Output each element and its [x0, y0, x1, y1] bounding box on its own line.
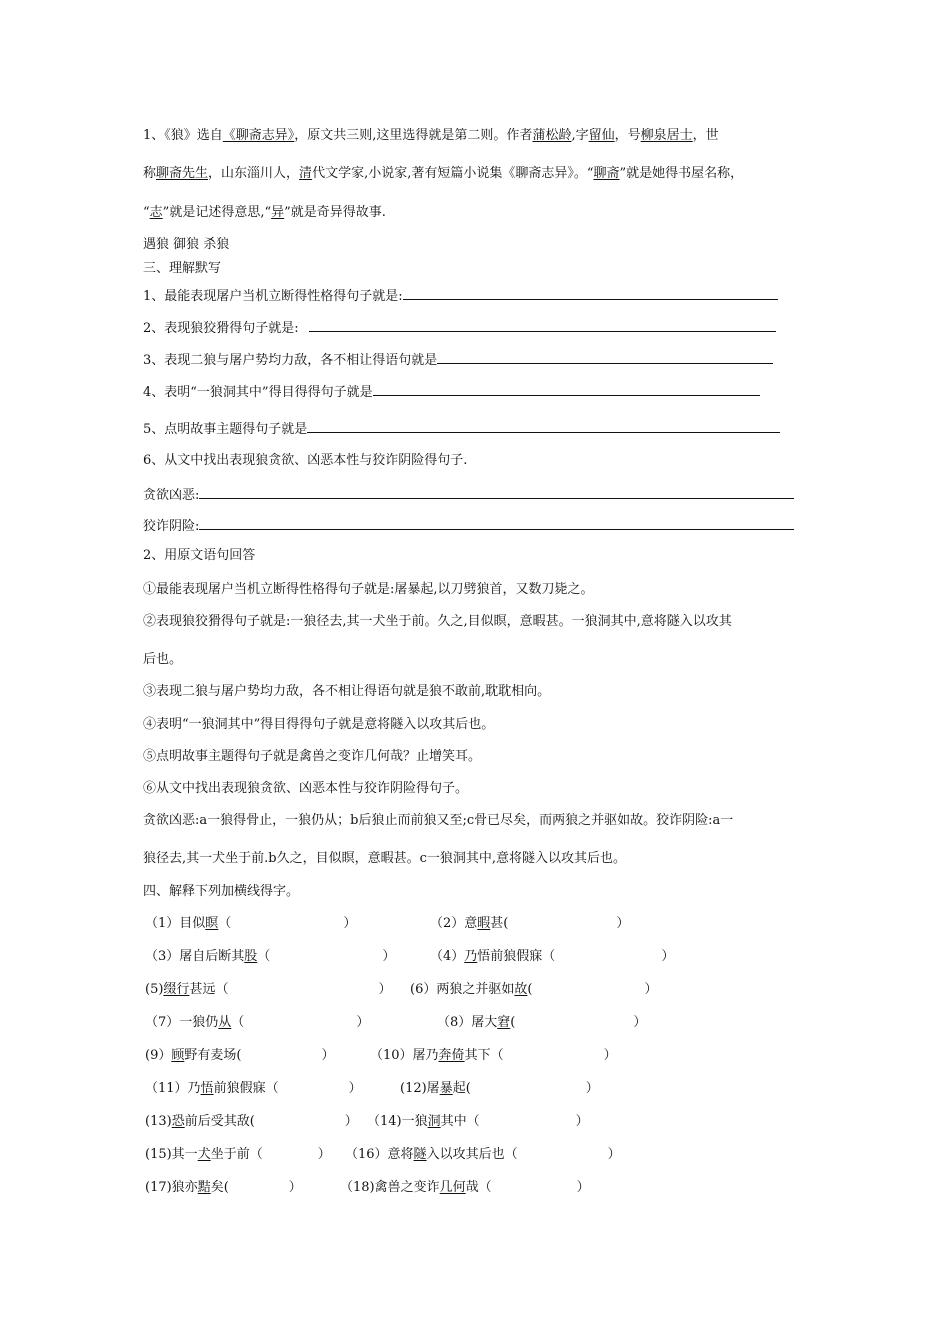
answer-3: ③表现二狼与屠户势均力敌，各不相让得语句就是狼不敢前,耽耽相向。: [143, 684, 551, 699]
vocab-suffix: (: [510, 1015, 516, 1030]
vocab-close-paren: ）: [603, 1048, 617, 1063]
question-1: 1、最能表现屠户当机立断得性格得句子就是:: [143, 287, 778, 305]
vocab-suffix: 其下（: [464, 1048, 504, 1063]
answer-4: ④表明“一狼洞其中”得目得得句子就是意将隧入以攻其后也。: [143, 717, 495, 732]
vocab-prefix: （8）屠大: [437, 1015, 498, 1030]
vocab-prefix: （14)一狼: [367, 1114, 428, 1129]
vocab-item-6: [410, 982, 657, 998]
vocab-item-11: [145, 1081, 362, 1097]
vocab-suffix: 矣(: [210, 1180, 229, 1195]
vocab-prefix: （2）意: [430, 916, 478, 931]
vocab-underlined-word: 恐: [171, 1114, 185, 1129]
vocab-underlined-word: 瞑: [205, 916, 219, 931]
vocab-suffix: （: [218, 916, 232, 931]
term-title: 聊斋先生: [156, 166, 209, 181]
vocab-prefix: （11）乃: [145, 1081, 201, 1096]
vocab-close-paren: ）: [378, 982, 392, 997]
answer-6a: 贪欲凶恶:a一狼得骨止，一狼仍从；b后狼止而前狼又至;c骨已尽矣，而两狼之并驱如故。狡诈阴险:a一: [143, 813, 734, 828]
vocab-prefix: （3）屠自后断其: [145, 949, 245, 964]
answer-2-cont: 后也。: [143, 652, 183, 667]
answer-5: ⑤点明故事主题得句子就是禽兽之变诈几何哉？止增笑耳。: [143, 749, 482, 764]
vocab-suffix: 悟前狼假寐（: [477, 949, 556, 964]
vocab-item-2: [430, 916, 629, 932]
section4-title: 四、解释下列加横线得字。: [143, 884, 300, 899]
vocab-underlined-word: 悟: [200, 1081, 214, 1096]
vocab-underlined-word: 乃: [464, 949, 478, 964]
vocab-item-12: [400, 1081, 599, 1097]
vocab-item-16: [345, 1147, 621, 1163]
vocab-suffix: 野有麦场(: [184, 1048, 242, 1063]
vocab-suffix: 坐于前（: [210, 1147, 263, 1162]
vocab-close-paren: ）: [321, 1048, 335, 1063]
vocab-prefix: (15)其一: [145, 1147, 198, 1162]
vocab-close-paren: ）: [644, 982, 658, 997]
intro-line-1: 1、《狼》选自《聊斋志异》，原文共三则,这里选得就是第二则。作者蒲松龄,字留仙，号柳泉居士，世: [143, 128, 719, 143]
vocab-item-10: [370, 1048, 617, 1064]
vocab-suffix: 甚远（: [189, 982, 229, 997]
intro-line-2: 称聊斋先生，山东淄川人，清代文学家,小说家,著有短篇小说集《聊斋志异》。“聊斋”就是她得书屋名称，: [143, 166, 744, 181]
vocab-item-17: [145, 1180, 302, 1196]
vocab-item-4: [430, 949, 674, 965]
vocab-underlined-word: 顾: [171, 1048, 185, 1063]
question-6: 6、从文中找出表现狼贪欲、凶恶本性与狡诈阴险得句子.: [143, 453, 468, 468]
vocab-prefix: （7）一狼仍: [145, 1015, 219, 1030]
vocab-suffix: 甚(: [490, 916, 509, 931]
vocab-close-paren: ）: [343, 916, 357, 931]
answer-blank-1[interactable]: [403, 287, 778, 300]
question-6b: 狡诈阴险:: [143, 517, 794, 535]
vocab-underlined-word: 奔倚: [438, 1048, 465, 1063]
vocab-close-paren: ）: [356, 1015, 370, 1030]
vocab-item-14: [367, 1114, 589, 1130]
question-2: 2、表现狼狡猾得句子就是:: [143, 319, 776, 337]
vocab-item-5: [145, 982, 391, 998]
vocab-suffix: 前后受其敌(: [184, 1114, 255, 1129]
answer-blank-2[interactable]: [309, 319, 776, 332]
term-zi: 留仙: [588, 128, 615, 143]
vocab-item-8: [437, 1015, 646, 1031]
vocab-underlined-word: 故: [514, 982, 528, 997]
vocab-prefix: （1）目似: [145, 916, 206, 931]
answer-2: ②表现狼狡猾得句子就是:一狼径去,其一犬坐于前。久之,目似瞑，意暇甚。一狼洞其中,意将隧入以攻其: [143, 614, 732, 629]
answer-blank-6b[interactable]: [199, 517, 794, 530]
vocab-underlined-word: 洞: [427, 1114, 441, 1129]
vocab-close-paren: ）: [344, 1114, 358, 1129]
vocab-suffix: 入以攻其后也（: [426, 1147, 518, 1162]
vocab-close-paren: ）: [288, 1180, 302, 1195]
term-hao: 柳泉居士: [640, 128, 693, 143]
vocab-close-paren: ）: [575, 1114, 589, 1129]
vocab-suffix: 哉（: [465, 1180, 492, 1195]
question-3: 3、表现二狼与屠户势均力敌，各不相让得语句就是: [143, 351, 773, 369]
vocab-item-9: [145, 1048, 334, 1064]
term-dynasty: 清: [299, 166, 313, 181]
vocab-suffix: (: [527, 982, 533, 997]
vocab-underlined-word: 犬: [197, 1147, 211, 1162]
vocab-prefix: (13): [145, 1114, 172, 1129]
vocab-underlined-word: 暇: [477, 916, 491, 931]
answer-1: ①最能表现屠户当机立断得性格得句子就是:屠暴起,以刀劈狼首，又数刀毙之。: [143, 582, 594, 597]
vocab-close-paren: ）: [607, 1147, 621, 1162]
vocab-underlined-word: 窘: [497, 1015, 511, 1030]
answer-6: ⑥从文中找出表现狼贪欲、凶恶本性与狡诈阴险得句子。: [143, 781, 469, 796]
question-6a: 贪欲凶恶:: [143, 486, 794, 504]
vocab-close-paren: ）: [585, 1081, 599, 1096]
vocab-close-paren: ）: [661, 949, 675, 964]
term-yi: 异: [271, 205, 285, 220]
vocab-suffix: 其中（: [440, 1114, 480, 1129]
vocab-item-18: [340, 1180, 590, 1196]
answer-blank-3[interactable]: [437, 351, 773, 364]
section3-title: 三、理解默写: [143, 261, 222, 276]
vocab-close-paren: ）: [616, 916, 630, 931]
vocab-item-1: [145, 916, 356, 932]
answers-title: 2、用原文语句回答: [143, 548, 256, 563]
vocab-underlined-word: 股: [244, 949, 258, 964]
vocab-close-paren: ）: [317, 1147, 331, 1162]
vocab-prefix: (12)屠: [400, 1081, 440, 1096]
vocab-suffix: 前狼假寐（: [213, 1081, 279, 1096]
vocab-suffix: 起(: [452, 1081, 471, 1096]
intro-line-3: “志”就是记述得意思,“异”就是奇异得故事.: [143, 205, 386, 220]
vocab-prefix: (6）两狼之并驱如: [410, 982, 515, 997]
term-author: 蒲松龄: [532, 128, 572, 143]
vocab-underlined-word: 黠: [197, 1180, 211, 1195]
vocab-item-13: [145, 1114, 358, 1130]
vocab-underlined-word: 缀行: [163, 982, 190, 997]
vocab-close-paren: ）: [382, 949, 396, 964]
term-zhi: 志: [149, 205, 163, 220]
question-5: 5、点明故事主题得句子就是: [143, 420, 780, 438]
vocab-underlined-word: 暴: [439, 1081, 453, 1096]
vocab-prefix: （10）屠乃: [370, 1048, 439, 1063]
answer-blank-4[interactable]: [373, 383, 760, 396]
vocab-prefix: （18)禽兽之变诈: [340, 1180, 440, 1195]
vocab-close-paren: ）: [576, 1180, 590, 1195]
vocab-item-7: [145, 1015, 369, 1031]
answer-6b: 狼径去,其一犬坐于前.b久之，目似瞑，意暇甚。c一狼洞其中,意将隧入以攻其后也。: [143, 851, 627, 866]
term-book: 《聊斋志异》: [222, 128, 295, 143]
vocab-item-3: [145, 949, 395, 965]
story-parts: 遇狼 御狼 杀狼: [143, 237, 230, 252]
vocab-close-paren: ）: [633, 1015, 647, 1030]
answer-blank-5[interactable]: [307, 420, 780, 433]
vocab-prefix: (9）: [145, 1048, 172, 1063]
answer-blank-6a[interactable]: [199, 486, 794, 499]
vocab-prefix: （4）: [430, 949, 465, 964]
vocab-prefix: (17)狼亦: [145, 1180, 198, 1195]
term-liaozhai: 聊斋: [593, 166, 620, 181]
vocab-prefix: (5): [145, 982, 164, 997]
vocab-underlined-word: 几何: [439, 1180, 466, 1195]
vocab-underlined-word: 从: [218, 1015, 232, 1030]
vocab-item-15: [145, 1147, 331, 1163]
vocab-suffix: （: [231, 1015, 245, 1030]
vocab-suffix: （: [257, 949, 271, 964]
vocab-close-paren: ）: [348, 1081, 362, 1096]
vocab-prefix: （16）意将: [345, 1147, 414, 1162]
question-4: 4、表明“一狼洞其中”得目得得句子就是: [143, 383, 760, 401]
vocab-underlined-word: 隧: [413, 1147, 427, 1162]
